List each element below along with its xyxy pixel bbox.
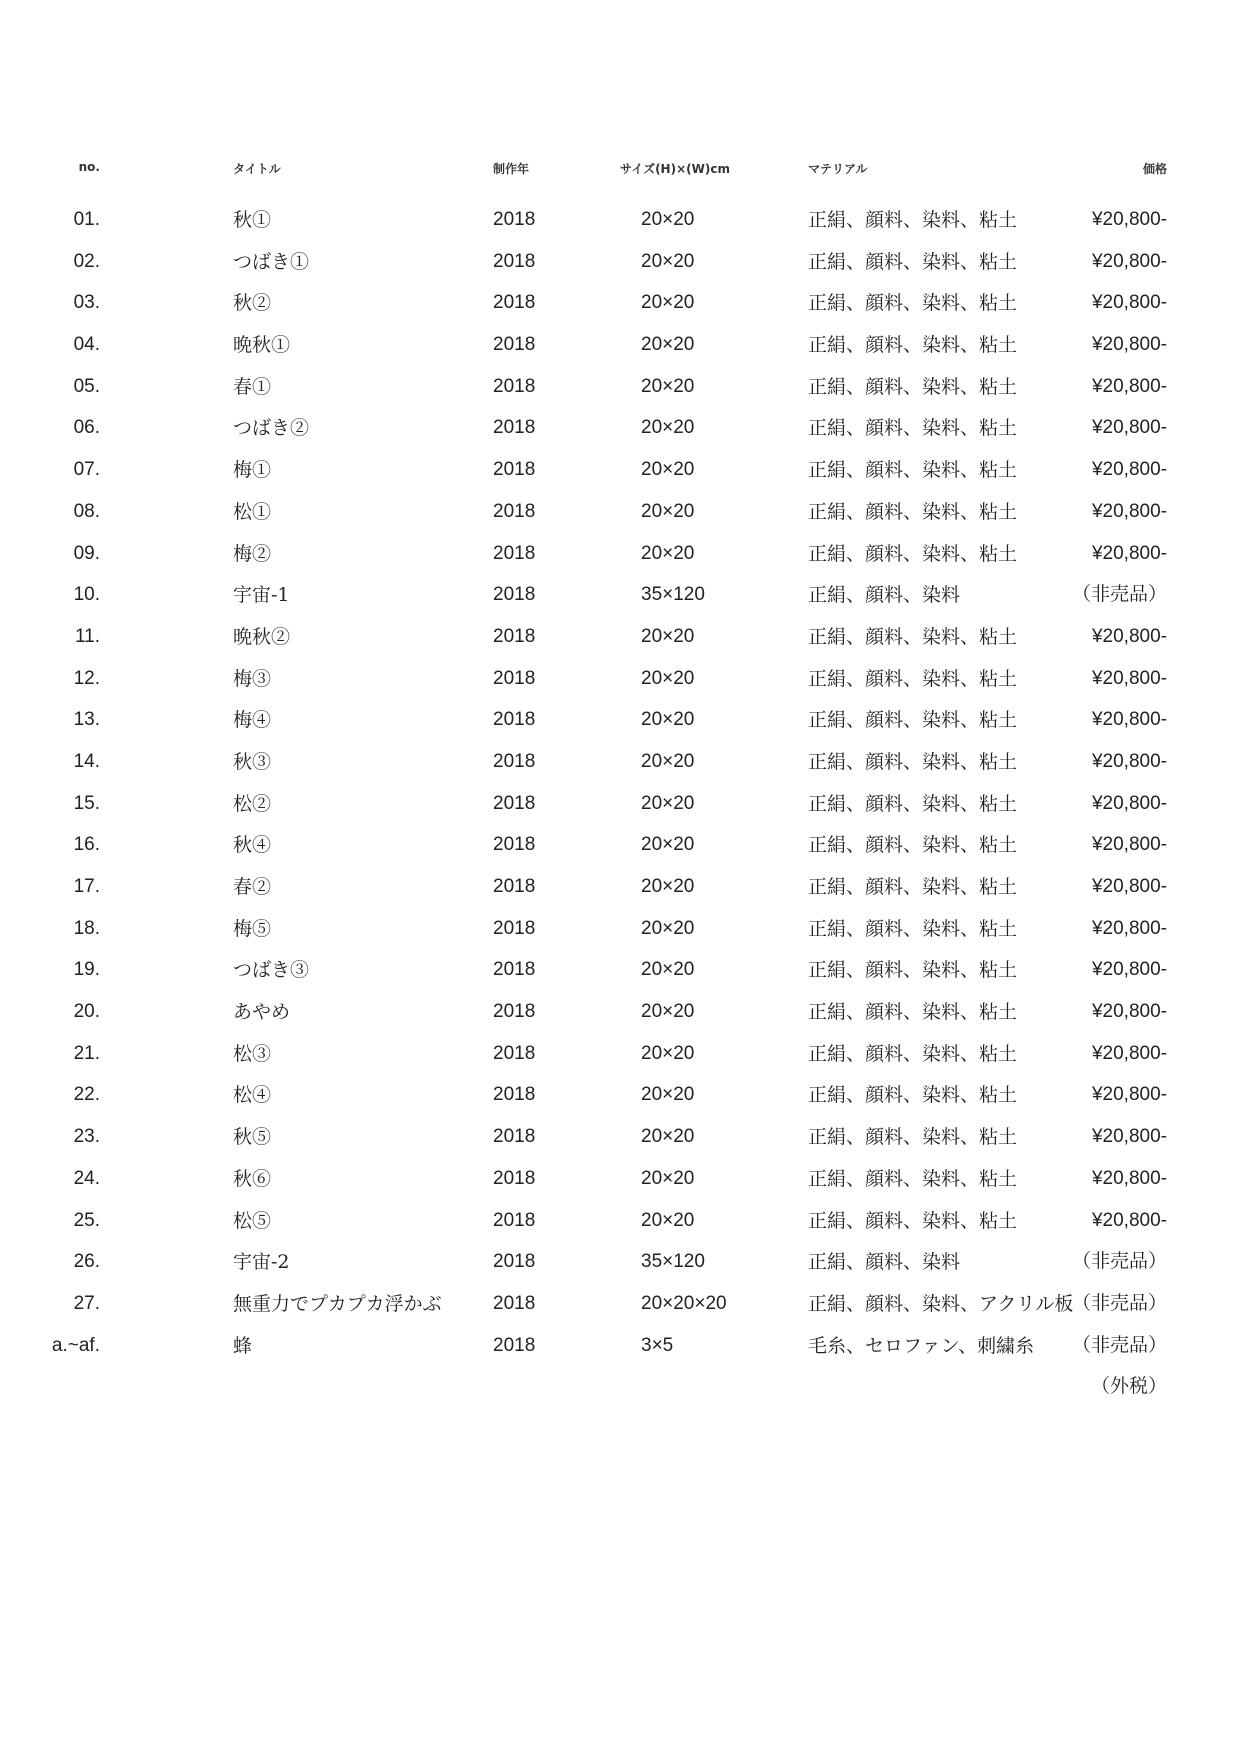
row-size: 35×120 xyxy=(641,1251,705,1273)
row-no: 03. xyxy=(73,292,100,314)
table-row xyxy=(0,246,1240,288)
row-material: 正絹、顔料、染料、アクリル板 xyxy=(808,1292,1074,1315)
table-row xyxy=(0,579,1240,621)
row-size: 20×20 xyxy=(641,959,695,981)
row-title: 晩秋① xyxy=(233,334,291,357)
row-title: 蜂 xyxy=(233,1334,253,1357)
row-no: 10. xyxy=(73,584,100,606)
row-material: 正絹、顔料、染料 xyxy=(808,584,961,607)
row-no: 01. xyxy=(73,209,100,230)
row-material: 正絹、顔料、染料、粘土 xyxy=(808,917,1018,940)
table-row xyxy=(0,1205,1240,1247)
table-row xyxy=(0,788,1240,830)
row-material: 正絹、顔料、染料、粘土 xyxy=(808,750,1018,773)
row-price: ¥20,800- xyxy=(1091,542,1167,564)
row-year: 2018 xyxy=(493,500,536,522)
row-title: つばき① xyxy=(233,250,310,273)
row-material: 毛糸、セロファン、刺繍糸 xyxy=(808,1334,1035,1357)
row-title: 秋⑤ xyxy=(233,1126,272,1149)
row-price: ¥20,800- xyxy=(1091,750,1167,772)
row-year: 2018 xyxy=(493,959,536,981)
row-price: （非売品） xyxy=(1071,1334,1167,1356)
row-size: 20×20 xyxy=(641,667,695,689)
row-price: ¥20,800- xyxy=(1091,250,1167,272)
row-year: 2018 xyxy=(493,709,536,731)
row-no: 23. xyxy=(73,1126,100,1148)
row-size: 20×20 xyxy=(641,917,695,939)
row-material: 正絹、顔料、染料、粘土 xyxy=(808,625,1018,648)
row-material: 正絹、顔料、染料、粘土 xyxy=(808,417,1018,440)
row-no: 27. xyxy=(73,1292,100,1314)
table-header xyxy=(0,160,1240,182)
table-row xyxy=(0,1246,1240,1288)
row-year: 2018 xyxy=(493,1084,536,1106)
row-material: 正絹、顔料、染料、粘土 xyxy=(808,667,1018,690)
row-title: 春① xyxy=(233,375,272,398)
row-price: ¥20,800- xyxy=(1091,500,1167,522)
row-size: 20×20 xyxy=(641,500,695,522)
row-no: 22. xyxy=(73,1084,100,1106)
row-title: あやめ xyxy=(233,1001,291,1024)
row-price: ¥20,800- xyxy=(1091,292,1167,314)
row-no: 21. xyxy=(73,1042,100,1064)
row-no: 17. xyxy=(73,876,100,897)
row-title: 宇宙-2 xyxy=(233,1251,290,1274)
row-material: 正絹、顔料、染料、粘土 xyxy=(808,1001,1018,1024)
row-material: 正絹、顔料、染料、粘土 xyxy=(808,792,1018,815)
row-material: 正絹、顔料、染料、粘土 xyxy=(808,1042,1018,1065)
row-price: ¥20,800- xyxy=(1091,959,1167,981)
row-title: 梅⑤ xyxy=(233,917,272,940)
row-title: 晩秋② xyxy=(233,625,291,648)
row-price: ¥20,800- xyxy=(1091,834,1167,856)
row-year: 2018 xyxy=(493,250,536,272)
row-year: 2018 xyxy=(493,1001,536,1023)
row-material: 正絹、顔料、染料、粘土 xyxy=(808,709,1018,732)
row-no: 25. xyxy=(73,1209,100,1231)
row-title: 松③ xyxy=(233,1042,272,1065)
row-title: つばき③ xyxy=(233,959,310,982)
row-no: 05. xyxy=(73,375,100,397)
row-price: ¥20,800- xyxy=(1091,334,1167,356)
header-no: no. xyxy=(78,160,100,174)
table-row xyxy=(0,287,1240,329)
row-price: （非売品） xyxy=(1071,1292,1167,1314)
row-price: ¥20,800- xyxy=(1091,1167,1167,1189)
row-title: 宇宙-1 xyxy=(233,584,290,607)
row-material: 正絹、顔料、染料、粘土 xyxy=(808,1084,1018,1107)
row-price: ¥20,800- xyxy=(1091,917,1167,939)
row-size: 20×20 xyxy=(641,625,695,647)
row-size: 20×20 xyxy=(641,209,695,230)
row-year: 2018 xyxy=(493,1209,536,1231)
row-title: 秋① xyxy=(233,209,272,231)
row-no: 13. xyxy=(73,709,100,731)
row-year: 2018 xyxy=(493,1292,536,1314)
row-year: 2018 xyxy=(493,1042,536,1064)
row-year: 2018 xyxy=(493,459,536,481)
table-row xyxy=(0,663,1240,705)
row-price: ¥20,800- xyxy=(1091,417,1167,439)
header-price: 価格 xyxy=(1142,162,1167,176)
table-row xyxy=(0,538,1240,580)
row-price: ¥20,800- xyxy=(1091,1126,1167,1148)
row-material: 正絹、顔料、染料、粘土 xyxy=(808,209,1018,231)
row-year: 2018 xyxy=(493,917,536,939)
row-no: 04. xyxy=(73,334,100,356)
row-year: 2018 xyxy=(493,1126,536,1148)
row-size: 20×20 xyxy=(641,542,695,564)
table-row xyxy=(0,1330,1240,1372)
row-material: 正絹、顔料、染料、粘土 xyxy=(808,1209,1018,1232)
table-row xyxy=(0,954,1240,996)
row-material: 正絹、顔料、染料、粘土 xyxy=(808,959,1018,982)
row-no: 07. xyxy=(73,459,100,481)
table-row xyxy=(0,704,1240,746)
row-no: 18. xyxy=(73,917,100,939)
row-title: 松④ xyxy=(233,1084,272,1107)
header-material: マテリアル xyxy=(808,162,868,176)
row-no: a.~af. xyxy=(51,1334,100,1356)
table-row xyxy=(0,871,1240,913)
row-price: ¥20,800- xyxy=(1091,709,1167,731)
row-year: 2018 xyxy=(493,209,536,230)
row-no: 08. xyxy=(73,500,100,522)
row-title: 松⑤ xyxy=(233,1209,272,1232)
row-size: 3×5 xyxy=(641,1334,674,1356)
row-size: 20×20 xyxy=(641,250,695,272)
row-year: 2018 xyxy=(493,834,536,856)
row-no: 14. xyxy=(73,750,100,772)
row-price: ¥20,800- xyxy=(1091,667,1167,689)
row-no: 19. xyxy=(73,959,100,981)
row-no: 11. xyxy=(74,625,100,647)
table-row xyxy=(0,1163,1240,1205)
row-price: ¥20,800- xyxy=(1091,876,1167,897)
row-size: 20×20 xyxy=(641,292,695,314)
row-price: ¥20,800- xyxy=(1091,1209,1167,1231)
row-size: 20×20 xyxy=(641,876,695,897)
row-no: 09. xyxy=(73,542,100,564)
table-row xyxy=(0,746,1240,788)
table-body xyxy=(0,204,1240,1371)
row-size: 20×20 xyxy=(641,417,695,439)
row-size: 20×20 xyxy=(641,375,695,397)
row-price: ¥20,800- xyxy=(1091,625,1167,647)
row-year: 2018 xyxy=(493,417,536,439)
row-title: 秋② xyxy=(233,292,272,315)
row-price: ¥20,800- xyxy=(1091,1001,1167,1023)
row-material: 正絹、顔料、染料、粘土 xyxy=(808,250,1018,273)
row-price: （非売品） xyxy=(1071,1251,1167,1273)
row-price: ¥20,800- xyxy=(1091,375,1167,397)
row-material: 正絹、顔料、染料、粘土 xyxy=(808,1126,1018,1149)
row-year: 2018 xyxy=(493,876,536,897)
table-row xyxy=(0,996,1240,1038)
row-year: 2018 xyxy=(493,1334,536,1356)
row-year: 2018 xyxy=(493,792,536,814)
row-size: 20×20 xyxy=(641,459,695,481)
row-price: ¥20,800- xyxy=(1091,1042,1167,1064)
row-price: ¥20,800- xyxy=(1091,459,1167,481)
row-price: ¥20,800- xyxy=(1091,209,1167,230)
table-row xyxy=(0,1121,1240,1163)
row-price: （非売品） xyxy=(1071,584,1167,606)
row-size: 35×120 xyxy=(641,584,705,606)
row-material: 正絹、顔料、染料、粘土 xyxy=(808,542,1018,565)
row-title: 春② xyxy=(233,876,272,898)
table-row xyxy=(0,371,1240,413)
row-year: 2018 xyxy=(493,750,536,772)
row-title: 秋⑥ xyxy=(233,1167,272,1190)
row-year: 2018 xyxy=(493,584,536,606)
row-no: 24. xyxy=(73,1167,100,1189)
row-size: 20×20 xyxy=(641,334,695,356)
tax-note: （外税） xyxy=(1090,1375,1167,1397)
row-size: 20×20 xyxy=(641,834,695,856)
row-size: 20×20 xyxy=(641,1167,695,1189)
table-row xyxy=(0,329,1240,371)
table-row xyxy=(0,621,1240,663)
row-no: 26. xyxy=(73,1251,100,1273)
table-row xyxy=(0,829,1240,871)
row-size: 20×20 xyxy=(641,1209,695,1231)
table-row xyxy=(0,1079,1240,1121)
row-title: 梅② xyxy=(233,542,272,565)
header-size: サイズ(H)×(W)cm xyxy=(620,162,730,176)
row-year: 2018 xyxy=(493,625,536,647)
row-title: 梅① xyxy=(233,459,272,482)
row-no: 20. xyxy=(73,1001,100,1023)
table-row xyxy=(0,496,1240,538)
row-year: 2018 xyxy=(493,292,536,314)
row-size: 20×20 xyxy=(641,1126,695,1148)
row-size: 20×20 xyxy=(641,1042,695,1064)
header-title: タイトル xyxy=(233,162,281,176)
row-no: 15. xyxy=(73,792,100,814)
row-material: 正絹、顔料、染料 xyxy=(808,1251,961,1274)
row-material: 正絹、顔料、染料、粘土 xyxy=(808,375,1018,398)
row-title: 無重力でプカプカ浮かぶ xyxy=(233,1292,442,1315)
table-row xyxy=(0,913,1240,955)
row-price: ¥20,800- xyxy=(1091,1084,1167,1106)
row-material: 正絹、顔料、染料、粘土 xyxy=(808,834,1018,857)
table-row xyxy=(0,204,1240,246)
row-size: 20×20 xyxy=(641,792,695,814)
table-row xyxy=(0,1288,1240,1330)
row-no: 06. xyxy=(73,417,100,439)
row-size: 20×20 xyxy=(641,709,695,731)
row-no: 16. xyxy=(73,834,100,856)
table-row xyxy=(0,454,1240,496)
row-size: 20×20 xyxy=(641,1084,695,1106)
row-year: 2018 xyxy=(493,334,536,356)
row-year: 2018 xyxy=(493,542,536,564)
row-title: 秋④ xyxy=(233,834,272,857)
row-title: 松① xyxy=(233,500,272,523)
header-year: 制作年 xyxy=(493,162,530,176)
row-title: 秋③ xyxy=(233,750,272,773)
row-year: 2018 xyxy=(493,375,536,397)
row-material: 正絹、顔料、染料、粘土 xyxy=(808,292,1018,315)
row-material: 正絹、顔料、染料、粘土 xyxy=(808,334,1018,357)
row-material: 正絹、顔料、染料、粘土 xyxy=(808,500,1018,523)
table-row xyxy=(0,1038,1240,1080)
row-year: 2018 xyxy=(493,1167,536,1189)
row-title: 梅④ xyxy=(233,709,272,732)
row-size: 20×20 xyxy=(641,750,695,772)
row-year: 2018 xyxy=(493,667,536,689)
table-row xyxy=(0,412,1240,454)
row-year: 2018 xyxy=(493,1251,536,1273)
row-material: 正絹、顔料、染料、粘土 xyxy=(808,876,1018,898)
row-title: つばき② xyxy=(233,417,310,440)
row-title: 松② xyxy=(233,792,272,815)
row-size: 20×20×20 xyxy=(641,1292,727,1314)
row-material: 正絹、顔料、染料、粘土 xyxy=(808,459,1018,482)
row-size: 20×20 xyxy=(641,1001,695,1023)
row-no: 02. xyxy=(73,250,100,272)
row-no: 12. xyxy=(73,667,100,689)
row-material: 正絹、顔料、染料、粘土 xyxy=(808,1167,1018,1190)
row-title: 梅③ xyxy=(233,667,272,690)
row-price: ¥20,800- xyxy=(1091,792,1167,814)
